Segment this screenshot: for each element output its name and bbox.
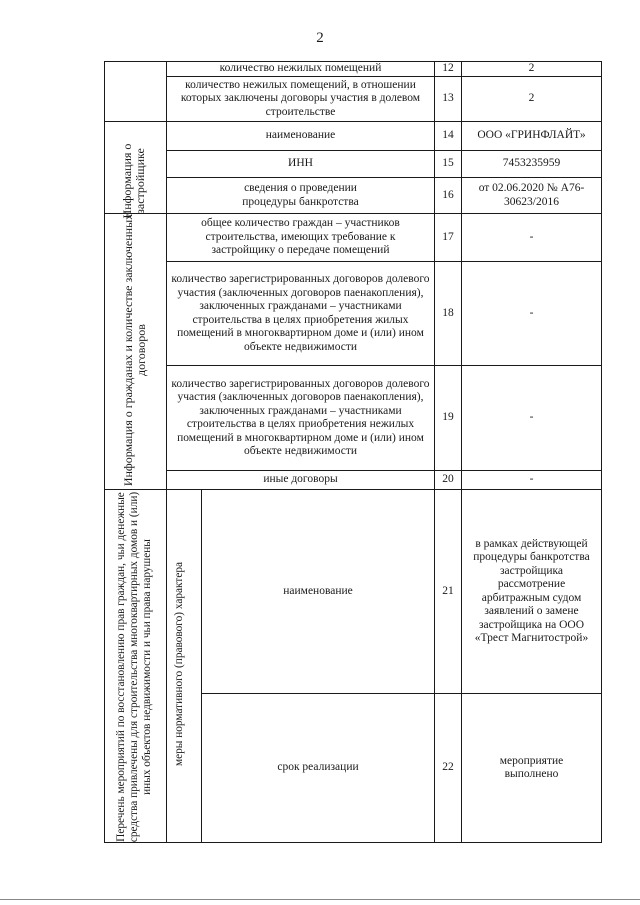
- bottom-rule: [0, 899, 640, 900]
- row-12-value: 2: [528, 62, 535, 75]
- row-12-label: количество нежилых помещений: [219, 62, 382, 75]
- row-21-number: 21: [442, 584, 454, 597]
- row-17-value: -: [529, 230, 534, 243]
- section-developer-info: Информация о застройщике: [119, 143, 147, 219]
- table-border-right: [601, 61, 602, 843]
- row-21-label: наименование: [283, 584, 353, 597]
- row-16-value: от 02.06.2020 № А76-30623/2016: [478, 182, 585, 208]
- row-17-label: общее количество граждан – участников строительства, имеющих требование к застройщику о передаче помещений: [201, 217, 400, 257]
- row-13-number: 13: [442, 92, 454, 105]
- row-22-value: мероприятие выполнено: [499, 754, 564, 780]
- row-20-number: 20: [442, 473, 454, 486]
- row-17-number: 17: [442, 230, 454, 243]
- row-22-label: срок реализации: [277, 761, 359, 774]
- row-12-number: 12: [442, 62, 454, 75]
- row-22-number: 22: [442, 761, 454, 774]
- row-14-label: наименование: [265, 129, 336, 142]
- row-19-number: 19: [442, 411, 454, 424]
- row-14-number: 14: [442, 129, 454, 142]
- row-19-value: -: [529, 411, 534, 424]
- row-21-value: в рамках действующей процедуры банкротства застройщика рассмотрение арбитражным судом заявлений о замене застройщика на ООО «Трест Магнитострой»: [473, 537, 590, 644]
- row-18-label: количество зарегистрированных договоров долевого участия (заключенных договоров паенакопления), заключенных гражданами – участниками строительства в целях приобретения жилых помещений в многоквартирном доме и (или) ином объекте недвижимости: [171, 273, 430, 353]
- row-20-value: -: [529, 473, 534, 486]
- row-19-label: количество зарегистрированных договоров долевого участия (заключенных договоров паенакопления), заключенных гражданами – участниками строительства в целях приобретения нежилых помещений в многоквартирном доме и (или) ином объекте недвижимости: [171, 377, 430, 457]
- row-16-label: сведения о проведении процедуры банкротства: [242, 182, 359, 208]
- row-18-value: -: [529, 306, 534, 319]
- row-13-label: количество нежилых помещений, в отношении которых заключены договоры участия в долевом строительстве: [180, 78, 421, 118]
- section-normative-measures: меры нормативного (правового) характера: [173, 561, 186, 767]
- section-citizens-info: Информация о гражданах и количестве заключенных договоров: [120, 213, 148, 487]
- row-18-number: 18: [442, 306, 454, 319]
- row-16-number: 16: [442, 188, 454, 201]
- page-number: 2: [316, 30, 324, 46]
- section-measures-list: Перечень мероприятий по восстановлению прав граждан, чьи денежные средства привлечены для строительства многоквартирных домов и (или) иных объектов недвижимости и чьи права нарушены: [114, 491, 153, 843]
- row-20-label: иные договоры: [263, 473, 338, 486]
- row-14-value: ООО «ГРИНФЛАЙТ»: [477, 129, 586, 142]
- row-15-value: 7453235959: [502, 157, 561, 170]
- row-15-label: ИНН: [288, 157, 313, 170]
- row-15-number: 15: [442, 157, 454, 170]
- table-border-bottom: [104, 842, 602, 843]
- row-13-value: 2: [528, 92, 535, 105]
